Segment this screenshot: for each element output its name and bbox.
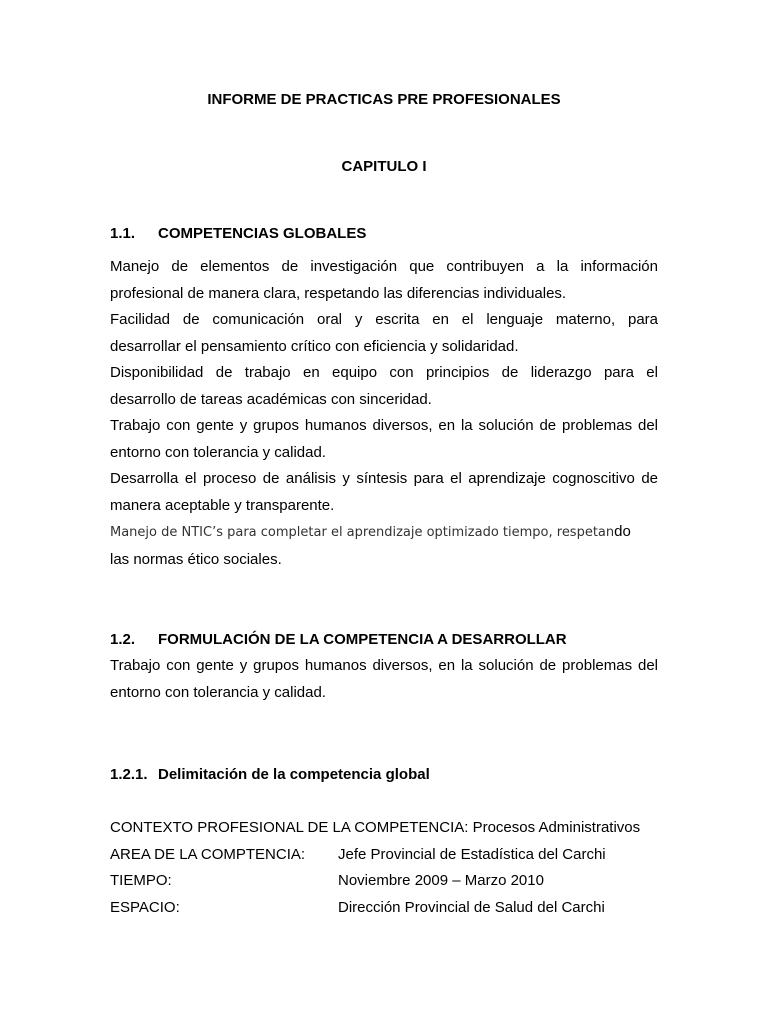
chapter-heading: CAPITULO I <box>341 158 427 175</box>
context-value: Jefe Provincial de Estadística del Carchi <box>338 846 606 863</box>
section-title: COMPETENCIAS GLOBALES <box>158 225 367 242</box>
section-number: 1.2.1. <box>110 766 148 783</box>
paragraph-line: desarrollo de tareas académicas con sinceridad. <box>110 390 432 408</box>
context-row-area <box>110 846 606 863</box>
ntic-text: Manejo de NTIC’s para completar el aprendizaje optimizado tiempo, respetan <box>110 525 615 540</box>
context-row-espacio <box>110 899 605 916</box>
paragraph-line: Facilidad de comunicación oral y escrita en el lenguaje materno, para <box>110 311 658 328</box>
section-number: 1.1. <box>110 225 136 242</box>
context-value: Procesos Administrativos <box>472 819 641 836</box>
paragraph-line: Disponibilidad de trabajo en equipo con principios de liderazgo para el <box>110 364 658 381</box>
context-professional <box>110 819 640 836</box>
section-title: Delimitación de la competencia global <box>158 766 430 783</box>
context-value: Noviembre 2009 – Marzo 2010 <box>338 872 544 889</box>
ntic-text-end: do <box>614 523 631 540</box>
paragraph-line: entorno con tolerancia y calidad. <box>110 443 326 461</box>
paragraph-line: profesional de manera clara, respetando las diferencias individuales. <box>110 284 567 302</box>
section-heading-1-1 <box>110 225 366 242</box>
document-title: INFORME DE PRACTICAS PRE PROFESIONALES <box>207 91 561 108</box>
paragraph-line: desarrollar el pensamiento crítico con eficiencia y solidaridad. <box>110 337 519 355</box>
context-row-tiempo <box>110 872 544 889</box>
paragraph-line: Desarrolla el proceso de análisis y síntesis para el aprendizaje cognoscitivo de <box>110 470 658 487</box>
paragraph-line: Manejo de elementos de investigación que contribuyen a la información <box>110 258 658 275</box>
paragraph-line: Trabajo con gente y grupos humanos diversos, en la solución de problemas del <box>110 417 658 434</box>
paragraph-line: entorno con tolerancia y calidad. <box>110 683 326 701</box>
context-label: ESPACIO: <box>110 899 180 916</box>
context-value: Dirección Provincial de Salud del Carchi <box>338 899 605 916</box>
section-1-1-body <box>110 254 658 573</box>
section-heading-1-2 <box>110 631 567 648</box>
section-title: FORMULACIÓN DE LA COMPETENCIA A DESARROLLAR <box>158 631 567 648</box>
section-number: 1.2. <box>110 631 136 648</box>
context-label: CONTEXTO PROFESIONAL DE LA COMPETENCIA: <box>110 819 469 836</box>
context-label: TIEMPO: <box>110 872 172 889</box>
section-heading-1-2-1 <box>110 766 430 783</box>
paragraph-line: las normas ético sociales. <box>110 550 282 568</box>
ntic-line <box>110 519 658 547</box>
paragraph-line: Trabajo con gente y grupos humanos diversos, en la solución de problemas del <box>110 657 658 674</box>
section-1-2-body <box>110 653 658 706</box>
paragraph-line: manera aceptable y transparente. <box>110 496 335 514</box>
context-label: AREA DE LA COMPTENCIA: <box>110 846 306 863</box>
